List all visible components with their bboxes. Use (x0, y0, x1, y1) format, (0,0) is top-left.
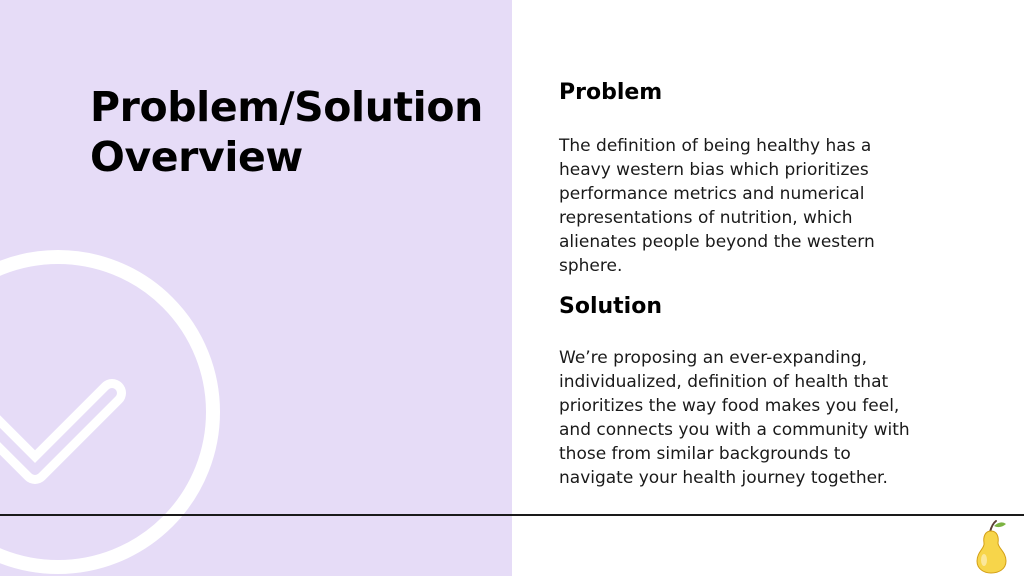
pear-logo-icon (970, 518, 1012, 574)
problem-body-line: sphere. (559, 256, 623, 276)
slide-title-line: Overview (90, 133, 303, 181)
solution-body (559, 346, 999, 490)
problem-body (559, 134, 999, 278)
slide-title-line: Problem/Solution (90, 83, 483, 131)
slide-title (90, 82, 500, 182)
footer-divider (0, 514, 1024, 516)
content-panel (559, 76, 999, 490)
solution-heading: Solution (559, 294, 662, 319)
problem-heading: Problem (559, 80, 663, 105)
problem-body-line: performance metrics and numerical (559, 184, 865, 204)
solution-body-line: navigate your health journey together. (559, 468, 888, 488)
solution-body-line: prioritizes the way food makes you feel, (559, 396, 900, 416)
problem-body-line: representations of nutrition, which (559, 208, 853, 228)
solution-body-line: those from similar backgrounds to (559, 444, 851, 464)
solution-body-line: individualized, definition of health that (559, 372, 889, 392)
solution-body-line: and connects you with a community with (559, 420, 910, 440)
problem-body-line: The definition of being healthy has a (559, 136, 872, 156)
problem-body-line: alienates people beyond the western (559, 232, 875, 252)
problem-body-line: heavy western bias which prioritizes (559, 160, 869, 180)
solution-body-line: We’re proposing an ever-expanding, (559, 348, 868, 368)
